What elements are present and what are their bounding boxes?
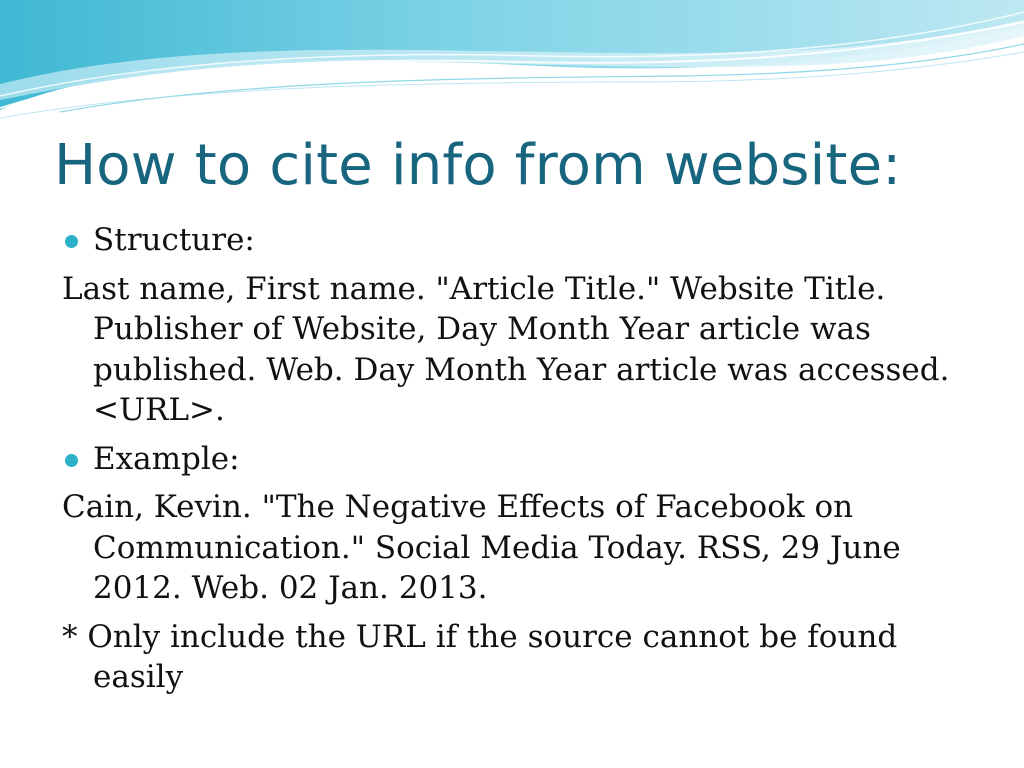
slide-title: How to cite info from website:: [54, 133, 902, 198]
structure-label: Structure:: [93, 222, 255, 258]
example-text: Cain, Kevin. "The Negative Effects of Facebook on Communication." Social Media Today. RSS, 29 June 2012. Web. 02 Jan. 2013.: [62, 489, 901, 606]
header-wave-decoration: [0, 0, 1024, 130]
example-label: Example:: [93, 440, 240, 477]
structure-text: Last name, First name. "Article Title." Website Title. Publisher of Website, Day Month Year article was published. Web. Day Month Year article was accessed. <URL>.: [62, 270, 950, 428]
bullet-dot-icon: [65, 454, 78, 467]
note-text: * Only include the URL if the source cannot be found easily: [62, 618, 898, 695]
slide-body: [62, 220, 982, 706]
bullet-example: [62, 439, 982, 480]
bullet-structure: [62, 220, 982, 261]
bullet-dot-icon: [65, 235, 78, 248]
